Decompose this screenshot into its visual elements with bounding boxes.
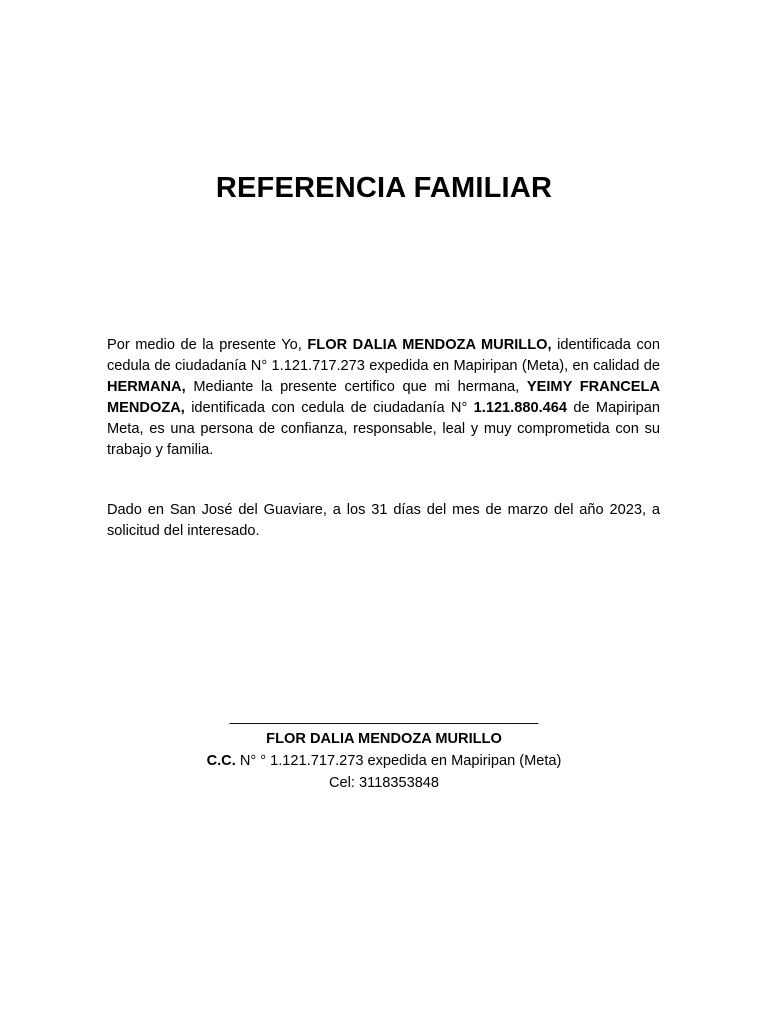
id-prefix: C.C.: [206, 753, 236, 769]
id-number: N° ° 1.121.717.273 expedida en Mapiripan (Meta): [235, 753, 562, 769]
text-segment: Por medio de la presente Yo,: [107, 337, 308, 353]
text-segment: de Mapiripan Meta, es una persona de confianza, responsable, leal y muy comprometida con su trabajo y familia.: [107, 400, 660, 458]
referred-person-id: 1.121.880.464: [473, 400, 567, 416]
signer-id: [0, 750, 768, 772]
signature-block: [0, 706, 768, 794]
signer-name: FLOR DALIA MENDOZA MURILLO: [266, 731, 502, 747]
text-segment: identificada con cedula de ciudadanía N°: [184, 400, 474, 416]
referred-person-name: YEIMY FRANCELA MENDOZA,: [107, 379, 660, 416]
text-segment: identificada con cedula de ciudadanía N° 1.121.717.273 expedida en Mapiripan (Meta), en calidad de: [107, 337, 660, 374]
referee-name: FLOR DALIA MENDOZA MURILLO,: [307, 337, 552, 353]
text-segment: Mediante la presente certifico que mi hermana,: [185, 379, 527, 395]
signature-line: ______________________________________: [229, 709, 539, 725]
document-title: REFERENCIA FAMILIAR: [215, 172, 553, 204]
signer-phone: Cel: 3118353848: [328, 775, 440, 791]
relationship: HERMANA,: [107, 379, 186, 395]
date-paragraph: Dado en San José del Guaviare, a los 31 días del mes de marzo del año 2023, a solicitud del interesado.: [107, 502, 660, 539]
reference-paragraph: [107, 335, 660, 461]
